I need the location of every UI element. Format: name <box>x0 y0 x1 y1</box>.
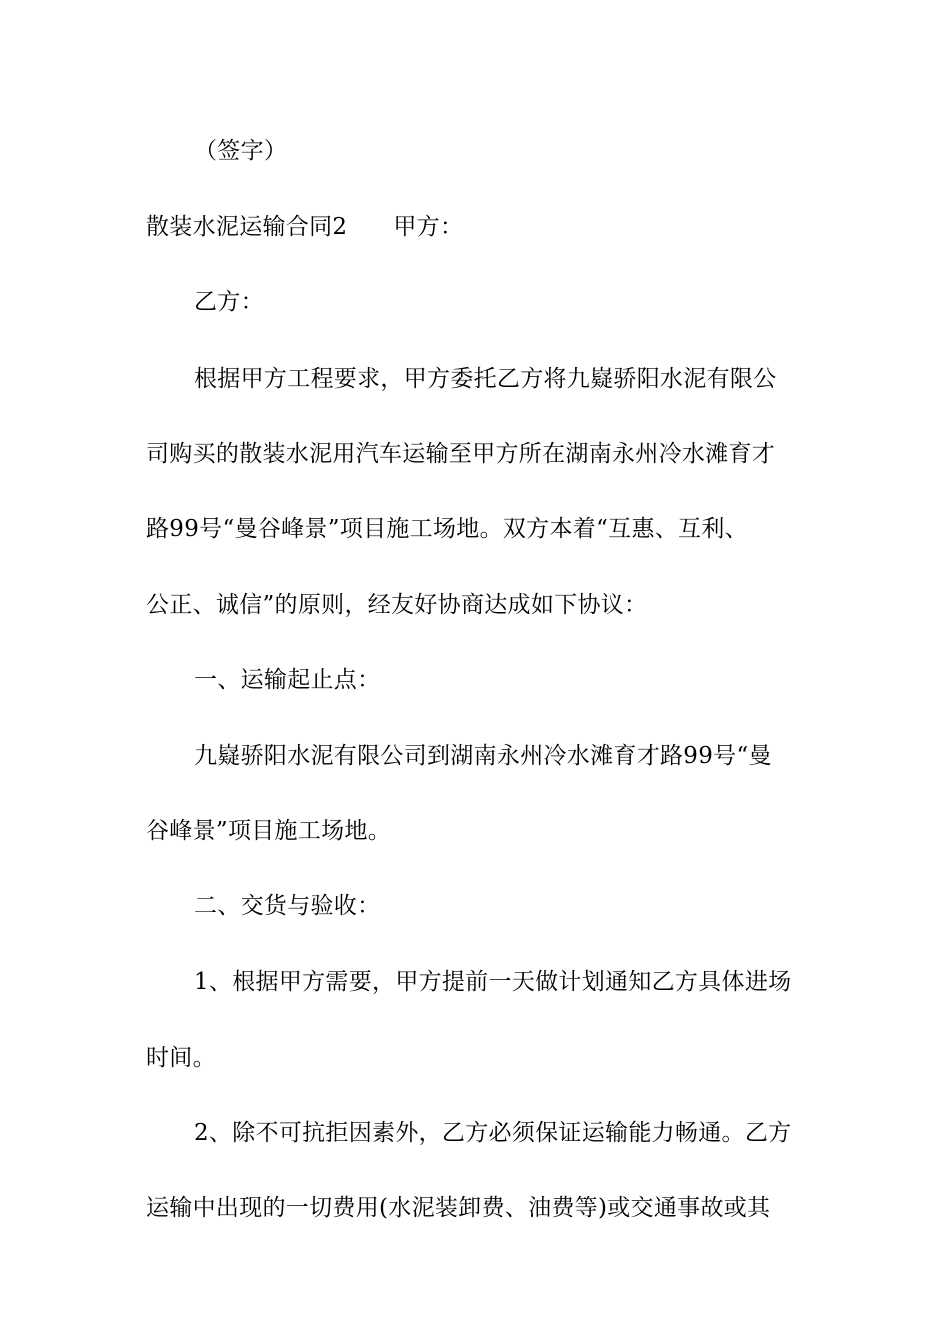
paragraph-line: 司购买的散装水泥用汽车运输至甲方所在湖南永州冷水滩育才 <box>146 441 776 467</box>
signature-label: （签字） <box>194 138 288 164</box>
party-a-label: 甲方： <box>393 214 464 240</box>
paragraph-line: 2、除不可抗拒因素外，乙方必须保证运输能力畅通。乙方 <box>194 1120 792 1146</box>
paragraph-line: 公正、诚信”的原则，经友好协商达成如下协议： <box>146 592 648 618</box>
paragraph-line: 时间。 <box>146 1045 216 1071</box>
section-heading: 二、交货与验收： <box>194 893 381 919</box>
paragraph-line: 路99号“曼谷峰景”项目施工场地。双方本着“互惠、互利、 <box>146 516 748 542</box>
paragraph-line: 根据甲方工程要求，甲方委托乙方将九嶷骄阳水泥有限公 <box>194 366 777 392</box>
paragraph-line: 运输中出现的一切费用(水泥装卸费、油费等)或交通事故或其 <box>146 1195 771 1221</box>
contract-title-line <box>146 212 463 242</box>
paragraph-line: 1、根据甲方需要，甲方提前一天做计划通知乙方具体进场 <box>194 969 792 995</box>
party-b-label: 乙方： <box>194 289 264 315</box>
paragraph-line: 九嶷骄阳水泥有限公司到湖南永州冷水滩育才路99号“曼 <box>194 743 772 769</box>
section-heading: 一、运输起止点： <box>194 667 381 693</box>
paragraph-line: 谷峰景”项目施工场地。 <box>146 818 392 844</box>
contract-title: 散装水泥运输合同2 <box>146 214 348 240</box>
